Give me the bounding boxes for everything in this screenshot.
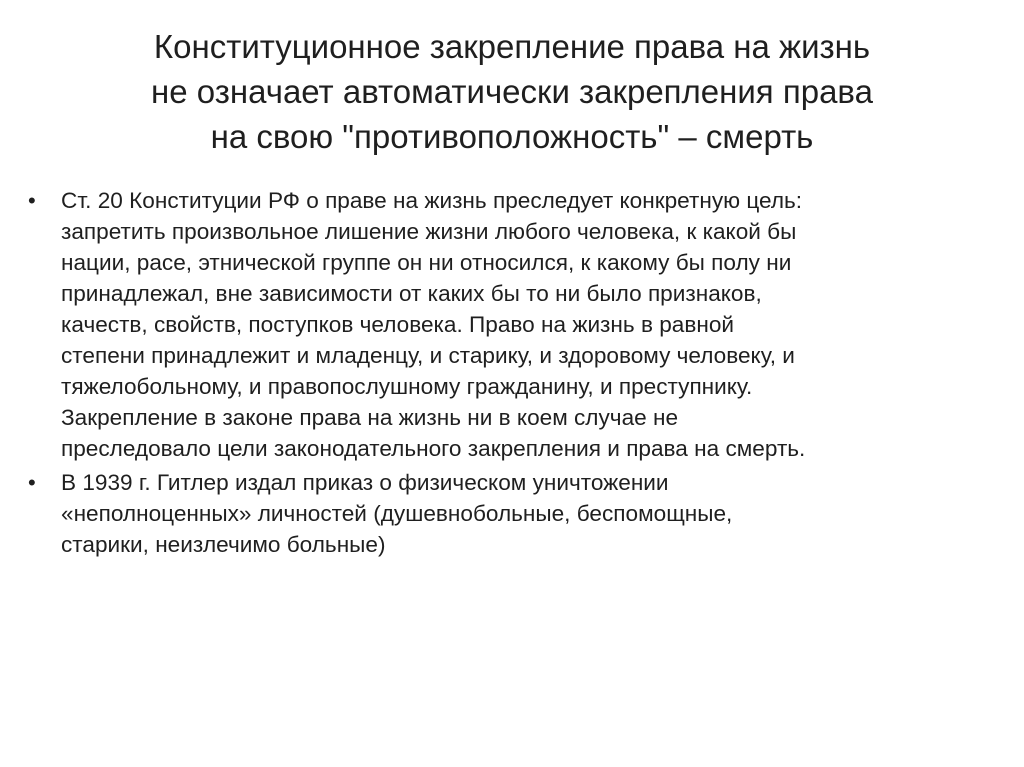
bullet-dot-icon: •: [28, 188, 36, 213]
bullet-text-line: Закрепление в законе права на жизнь ни в коем случае не: [61, 405, 679, 430]
bullet-text-line: старики, неизлечимо больные): [61, 532, 386, 557]
bullet-text-line: степени принадлежит и младенцу, и старику, и здоровому человеку, и: [61, 343, 795, 368]
bullet-text-line: «неполноценных» личностей (душевнобольные, беспомощные,: [61, 501, 733, 526]
bullet-item-1939-order: [24, 467, 1010, 560]
bullet-text-line: преследовало цели законодательного закрепления и права на смерть.: [61, 436, 806, 461]
bullet-dot-icon: •: [28, 470, 36, 495]
slide-title: [40, 24, 984, 159]
bullet-text-line: В 1939 г. Гитлер издал приказ о физическом уничтожении: [61, 470, 669, 495]
bullet-list: [24, 185, 1010, 563]
bullet-text-line: запретить произвольное лишение жизни любого человека, к какой бы: [61, 219, 797, 244]
bullet-text-line: нации, расе, этнической группе он ни относился, к какому бы полу ни: [61, 250, 792, 275]
bullet-text-line: Ст. 20 Конституции РФ о праве на жизнь преследует конкретную цель:: [61, 188, 803, 213]
bullet-text-line: качеств, свойств, поступков человека. Право на жизнь в равной: [61, 312, 735, 337]
bullet-text-line: принадлежал, вне зависимости от каких бы то ни было признаков,: [61, 281, 762, 306]
slide-title-line: не означает автоматически закрепления права: [151, 73, 873, 110]
bullet-text-line: тяжелобольному, и правопослушному гражданину, и преступнику.: [61, 374, 753, 399]
bullet-item-article-20: [24, 185, 1010, 464]
slide-title-line: Конституционное закрепление права на жизнь: [153, 28, 871, 65]
slide-title-line: на свою "противоположность" – смерть: [210, 118, 814, 155]
